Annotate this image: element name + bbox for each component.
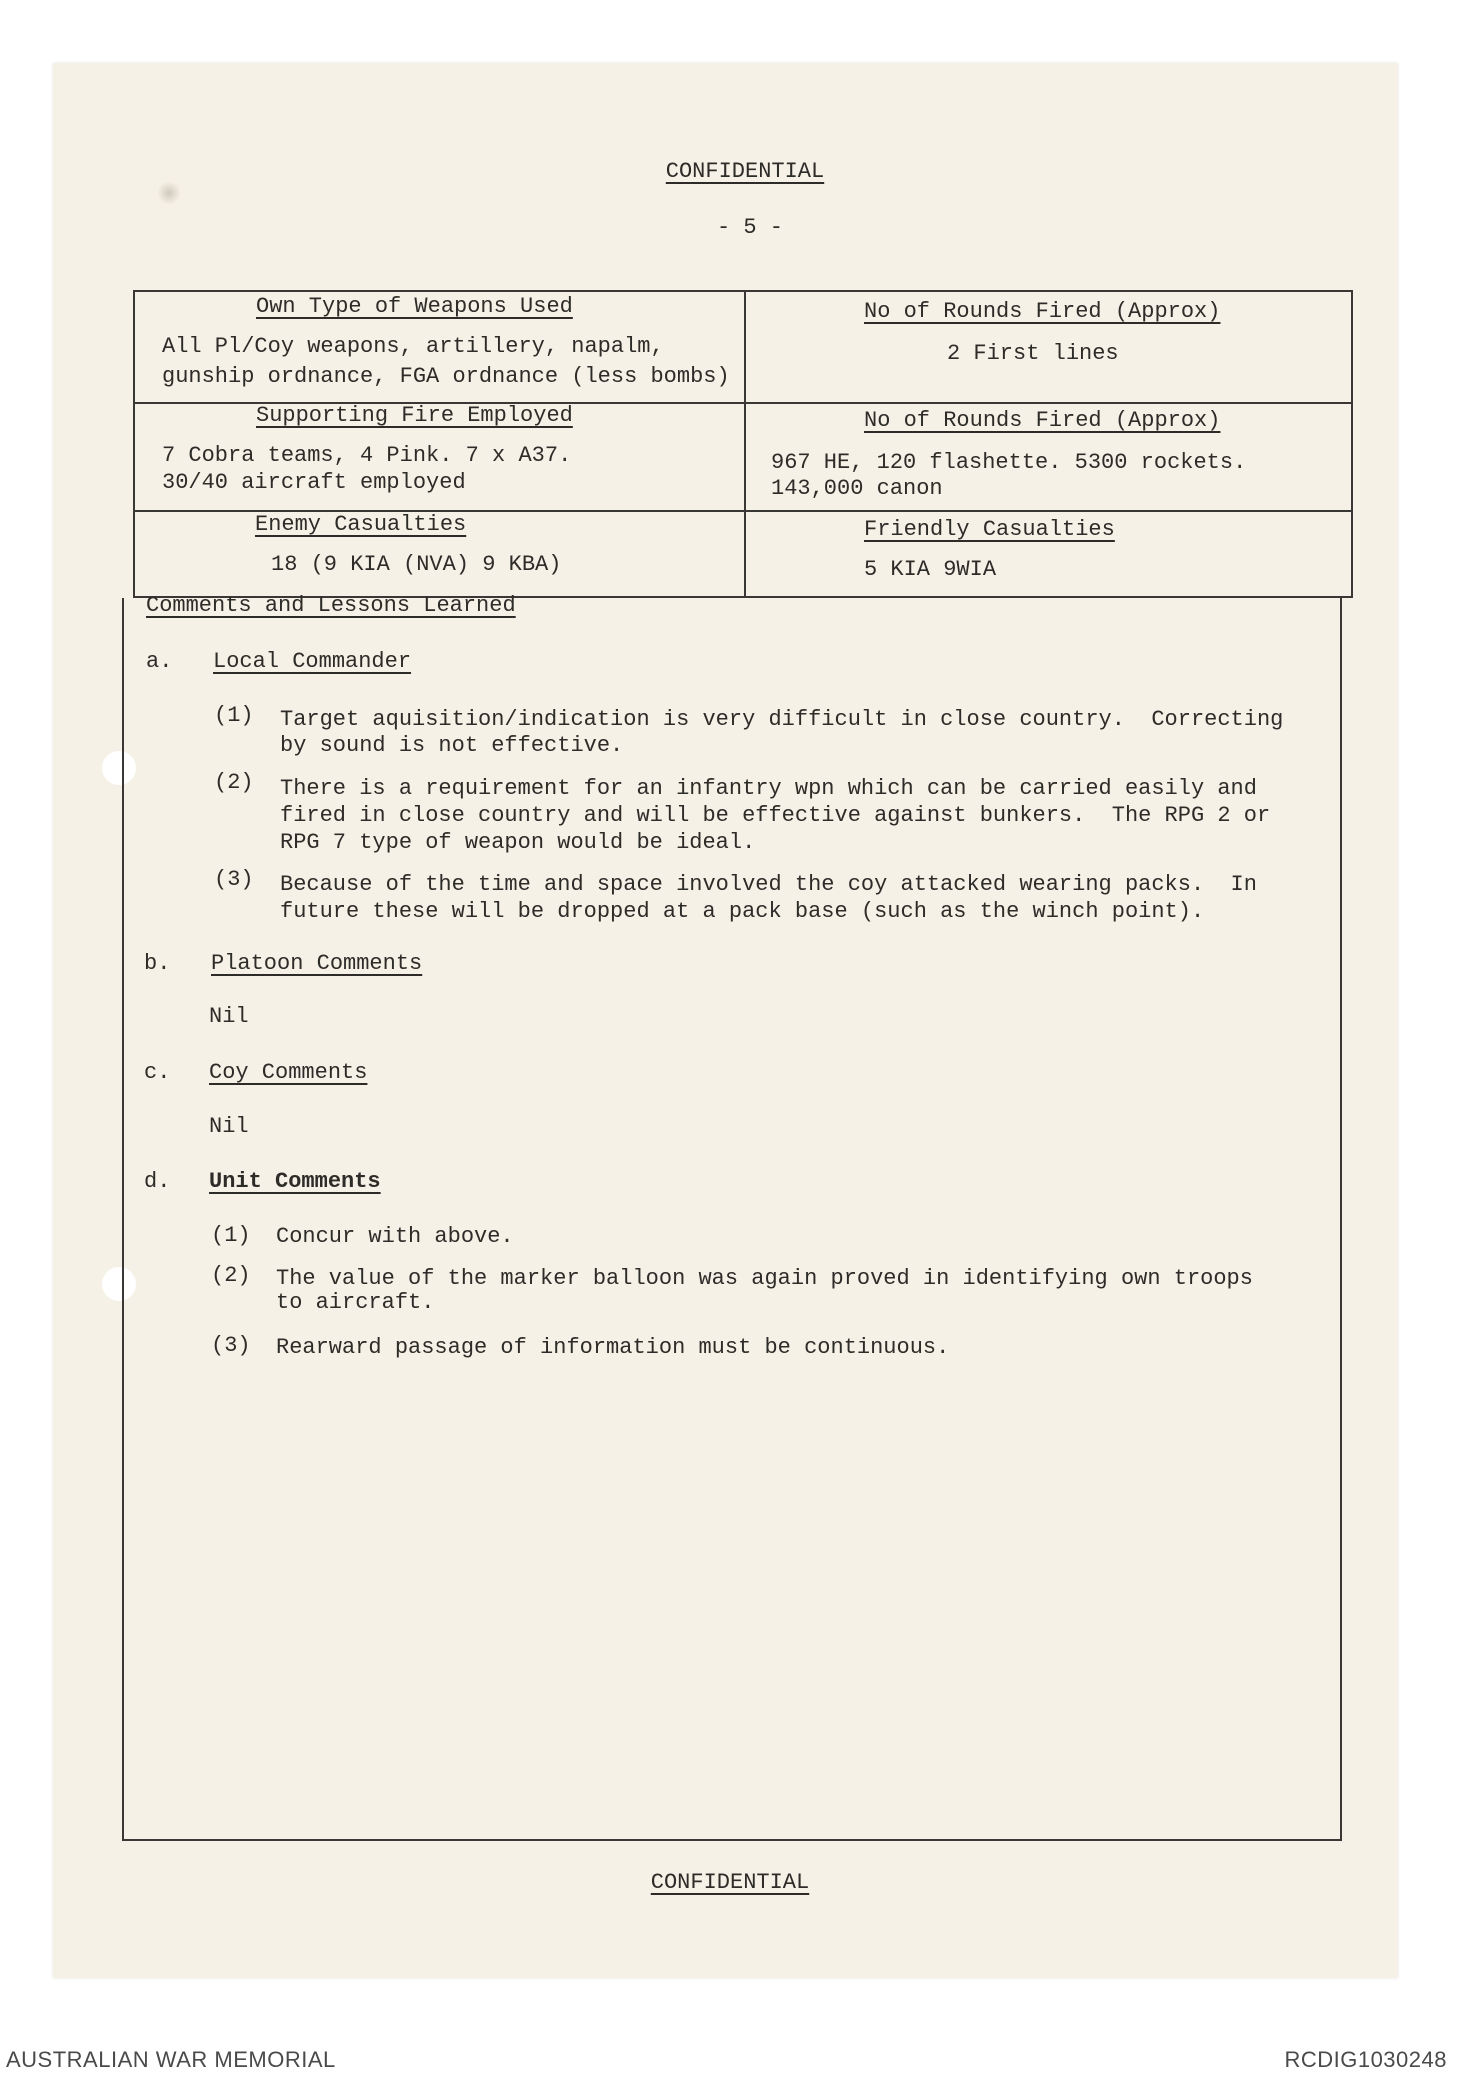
section-d-title: Unit Comments	[209, 1169, 381, 1194]
comments-heading: Comments and Lessons Learned	[146, 593, 516, 618]
a-item-3-line-1: Because of the time and space involved the coy attacked wearing packs. In	[280, 872, 1257, 897]
enemy-casualties-heading: Enemy Casualties	[255, 512, 467, 537]
archive-institution: AUSTRALIAN WAR MEMORIAL	[6, 2047, 336, 2072]
section-d-marker: d.	[144, 1169, 171, 1194]
rounds-value-2-line-2: 143,000 canon	[771, 476, 943, 501]
rounds-value-1: 2 First lines	[947, 341, 1119, 366]
a-item-2-number: (2)	[214, 770, 254, 795]
friendly-casualties-value: 5 KIA 9WIA	[864, 557, 997, 582]
rounds-value-2-line-1: 967 HE, 120 flashette. 5300 rockets.	[771, 450, 1247, 475]
support-line-2: 30/40 aircraft employed	[162, 470, 466, 495]
a-item-3-number: (3)	[214, 867, 254, 892]
archive-reference: RCDIG1030248	[1284, 2047, 1447, 2072]
section-a-marker: a.	[146, 649, 173, 674]
table-divider-vertical	[744, 292, 746, 596]
a-item-1-line-2: by sound is not effective.	[280, 733, 624, 758]
section-b-marker: b.	[144, 951, 171, 976]
d-item-3-number: (3)	[211, 1333, 251, 1358]
rounds-heading-1: No of Rounds Fired (Approx)	[864, 299, 1221, 324]
section-c-title: Coy Comments	[209, 1060, 368, 1085]
weapons-line-1: All Pl/Coy weapons, artillery, napalm,	[162, 334, 664, 359]
d-item-3-line-1: Rearward passage of information must be continuous.	[276, 1335, 950, 1360]
classification-header: CONFIDENTIAL	[665, 159, 825, 184]
section-b-body: Nil	[209, 1004, 249, 1029]
friendly-casualties-heading: Friendly Casualties	[864, 517, 1115, 542]
weapons-line-2: gunship ordnance, FGA ordnance (less bombs)	[162, 364, 730, 389]
d-item-2-number: (2)	[211, 1263, 251, 1288]
rounds-heading-2: No of Rounds Fired (Approx)	[864, 408, 1221, 433]
section-c-body: Nil	[209, 1114, 249, 1139]
d-item-2-line-1: The value of the marker balloon was again proved in identifying own troops	[276, 1266, 1253, 1291]
section-a-title: Local Commander	[213, 649, 412, 674]
d-item-1-line-1: Concur with above.	[276, 1224, 514, 1249]
a-item-1-line-1: Target aquisition/indication is very difficult in close country. Correcting	[280, 707, 1284, 732]
a-item-2-line-3: RPG 7 type of weapon would be ideal.	[280, 830, 756, 855]
weapons-heading: Own Type of Weapons Used	[256, 294, 573, 319]
a-item-3-line-2: future these will be dropped at a pack base (such as the winch point).	[280, 899, 1205, 924]
paper-mark	[158, 180, 180, 206]
enemy-casualties-value: 18 (9 KIA (NVA) 9 KBA)	[271, 552, 562, 577]
a-item-2-line-2: fired in close country and will be effective against bunkers. The RPG 2 or	[280, 803, 1271, 828]
section-b-title: Platoon Comments	[211, 951, 423, 976]
section-c-marker: c.	[144, 1060, 171, 1085]
a-item-1-number: (1)	[214, 703, 254, 728]
d-item-2-line-2: to aircraft.	[276, 1290, 435, 1315]
a-item-2-line-1: There is a requirement for an infantry wpn which can be carried easily and	[280, 776, 1257, 801]
classification-footer: CONFIDENTIAL	[650, 1870, 810, 1895]
support-line-1: 7 Cobra teams, 4 Pink. 7 x A37.	[162, 443, 572, 468]
d-item-1-number: (1)	[211, 1223, 251, 1248]
support-heading: Supporting Fire Employed	[256, 403, 573, 428]
page-number: - 5 -	[716, 215, 783, 240]
